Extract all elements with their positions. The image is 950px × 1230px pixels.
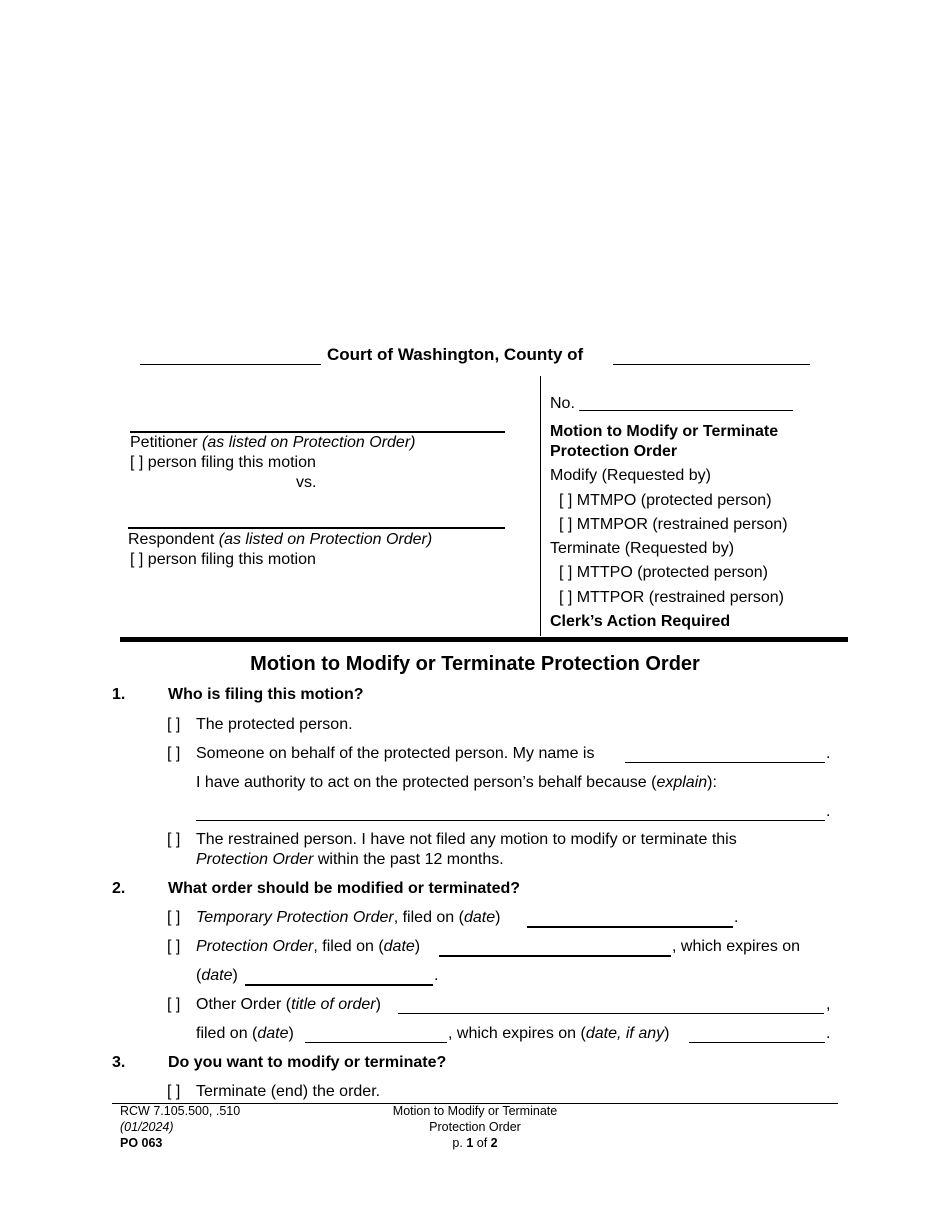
county-blank[interactable] xyxy=(613,364,810,365)
footer-title-line1: Motion to Modify or Terminate xyxy=(392,1104,558,1118)
po-expiry-label: (date) xyxy=(196,967,238,984)
period: . xyxy=(826,745,831,762)
s2-tpo-checkbox[interactable]: [ ] xyxy=(167,909,181,926)
petitioner-name-line[interactable] xyxy=(130,431,505,433)
checkbox[interactable]: [ ] xyxy=(130,551,144,568)
s1-opt-c-line1: The restrained person. I have not filed any motion to modify or terminate this xyxy=(196,831,737,848)
s3-number: 3. xyxy=(112,1054,126,1071)
footer-form-no: PO 063 xyxy=(120,1136,163,1150)
s1-opt-a-checkbox[interactable]: [ ] xyxy=(167,716,181,733)
respondent-name-line[interactable] xyxy=(128,527,505,529)
s2-other-text: Other Order (title of order) xyxy=(196,996,381,1013)
checkbox[interactable]: [ ] xyxy=(559,516,573,533)
checkbox[interactable]: [ ] xyxy=(559,492,573,509)
other-expires-blank[interactable] xyxy=(689,1042,825,1043)
checkbox[interactable]: [ ] xyxy=(130,454,144,471)
other-filed-label: filed on (date) xyxy=(196,1025,294,1042)
main-title: Motion to Modify or Terminate Protection Order xyxy=(250,653,700,675)
filer-name-blank[interactable] xyxy=(625,762,825,763)
po-date-blank[interactable] xyxy=(439,955,671,957)
po-expires-text: , which expires on xyxy=(672,938,801,955)
s3-heading: Do you want to modify or terminate? xyxy=(168,1054,447,1071)
s1-number: 1. xyxy=(112,686,126,703)
mttpo-row[interactable]: [ ] MTTPO (protected person) xyxy=(559,564,768,581)
footer-title-line2: Protection Order xyxy=(429,1120,521,1134)
respondent-filing-row[interactable]: [ ] person filing this motion xyxy=(130,551,316,568)
s1-opt-c-checkbox[interactable]: [ ] xyxy=(167,831,181,848)
petitioner-label: Petitioner (as listed on Protection Order) xyxy=(130,434,416,451)
footer-rev: (01/2024) xyxy=(120,1120,174,1134)
vs-label: vs. xyxy=(296,474,317,491)
tpo-date-blank[interactable] xyxy=(527,926,733,928)
comma: , xyxy=(826,996,831,1013)
doc-title-line1: Motion to Modify or Terminate xyxy=(550,423,779,440)
doc-title-line2: Protection Order xyxy=(550,443,678,460)
period: . xyxy=(826,803,831,820)
other-title-blank[interactable] xyxy=(398,1013,824,1014)
s1-opt-c-line2: Protection Order within the past 12 months. xyxy=(196,851,504,868)
s1-opt-a-text: The protected person. xyxy=(196,716,353,733)
period: . xyxy=(734,909,739,926)
footer-page: p. 1 of 2 xyxy=(452,1136,498,1150)
other-filed-blank[interactable] xyxy=(305,1042,447,1043)
other-expires-label: , which expires on (date, if any) xyxy=(448,1025,670,1042)
respondent-label: Respondent (as listed on Protection Order) xyxy=(128,531,433,548)
s1-opt-b-text: Someone on behalf of the protected person. My name is xyxy=(196,745,595,762)
authority-explain-blank[interactable] xyxy=(196,820,825,821)
s1-opt-b-checkbox[interactable]: [ ] xyxy=(167,745,181,762)
terminate-label: Terminate (Requested by) xyxy=(550,540,735,557)
s2-heading: What order should be modified or terminated? xyxy=(168,880,521,897)
s3-opt-a-checkbox[interactable]: [ ] xyxy=(167,1083,181,1100)
mtmpo-row[interactable]: [ ] MTMPO (protected person) xyxy=(559,492,772,509)
caption-rule xyxy=(120,637,848,642)
period: . xyxy=(434,967,439,984)
authority-text: I have authority to act on the protected person’s behalf because (explain): xyxy=(196,774,717,791)
checkbox[interactable]: [ ] xyxy=(559,589,573,606)
modify-label: Modify (Requested by) xyxy=(550,467,711,484)
court-label: Court of Washington, County of xyxy=(327,345,584,364)
case-number[interactable]: No. ________________________ xyxy=(550,395,793,412)
s2-po-text: Protection Order, filed on (date) xyxy=(196,938,421,955)
checkbox[interactable]: [ ] xyxy=(559,564,573,581)
court-name-blank[interactable] xyxy=(140,364,321,365)
s1-heading: Who is filing this motion? xyxy=(168,686,364,703)
mttpor-row[interactable]: [ ] MTTPOR (restrained person) xyxy=(559,589,784,606)
s2-po-checkbox[interactable]: [ ] xyxy=(167,938,181,955)
po-expiry-blank[interactable] xyxy=(245,984,433,986)
mtmpor-row[interactable]: [ ] MTMPOR (restrained person) xyxy=(559,516,788,533)
caption-divider xyxy=(540,376,541,636)
clerk-action: Clerk’s Action Required xyxy=(550,613,731,630)
footer-rcw: RCW 7.105.500, .510 xyxy=(120,1104,241,1118)
period: . xyxy=(826,1025,831,1042)
s2-number: 2. xyxy=(112,880,126,897)
s2-tpo-text: Temporary Protection Order, filed on (date) xyxy=(196,909,501,926)
s2-other-checkbox[interactable]: [ ] xyxy=(167,996,181,1013)
s3-opt-a-text: Terminate (end) the order. xyxy=(196,1083,381,1100)
petitioner-filing-row[interactable]: [ ] person filing this motion xyxy=(130,454,316,471)
